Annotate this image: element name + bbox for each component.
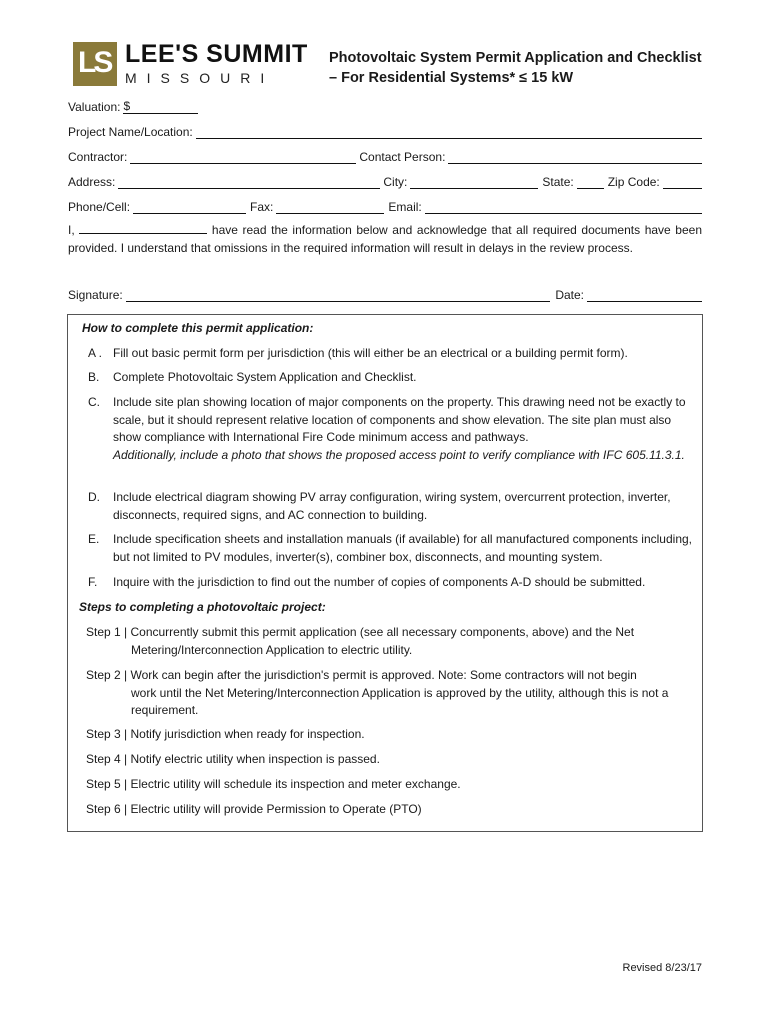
item-letter: D. (88, 490, 100, 504)
valuation-label: Valuation: (68, 100, 121, 114)
zip-label: Zip Code: (607, 175, 660, 189)
list-item (88, 489, 698, 524)
logo-state-name: MISSOURI (125, 70, 275, 86)
item-italic-note: Additionally, include a photo that shows the proposed access point to verify compliance with IFC 605.11.3.1. (113, 447, 685, 462)
contractor-input[interactable] (130, 150, 356, 164)
address-label: Address: (68, 175, 116, 189)
list-item (88, 574, 698, 592)
contractor-label: Contractor: (68, 150, 128, 164)
step-item (86, 726, 698, 744)
fax-label: Fax: (250, 200, 274, 214)
step-item (86, 776, 698, 794)
state-label: State: (542, 175, 574, 189)
step-item (86, 624, 698, 659)
signature-row (68, 286, 702, 302)
signature-input[interactable] (126, 288, 551, 302)
list-item (88, 531, 698, 566)
date-input[interactable] (587, 288, 702, 302)
list-item (88, 345, 698, 363)
step-text: Step 5 | Electric utility will schedule its inspection and meter exchange. (86, 777, 461, 791)
item-text-block (113, 394, 698, 464)
valuation-currency: $ (123, 99, 131, 113)
date-label: Date: (555, 288, 584, 302)
zip-input[interactable] (663, 175, 702, 189)
project-input[interactable] (196, 125, 702, 139)
item-letter: A . (88, 346, 103, 360)
step-text: Step 6 | Electric utility will provide Permission to Operate (PTO) (86, 802, 422, 816)
item-letter: C. (88, 395, 100, 409)
step-text: Step 4 | Notify electric utility when inspection is passed. (86, 752, 380, 766)
title-line-2: – For Residential Systems* ≤ 15 kW (329, 70, 574, 86)
step-item (86, 801, 698, 819)
step-text: Step 1 | Concurrently submit this permit application (see all necessary components, above) and the Net (86, 625, 635, 639)
phone-input[interactable] (133, 200, 246, 214)
ls-logo-mark (73, 42, 117, 86)
step-text-cont: work until the Net Metering/Interconnection Application is approved by the utility, although this is not a requirement. (131, 685, 669, 717)
email-input[interactable] (425, 200, 702, 214)
list-item (88, 369, 698, 387)
city-label: City: (383, 175, 408, 189)
fax-input[interactable] (276, 200, 384, 214)
list-item (88, 394, 698, 464)
phone-row (68, 198, 702, 214)
signature-label: Signature: (68, 288, 123, 302)
item-text: Include electrical diagram showing PV array configuration, wiring system, overcurrent protection, inverter, disconnects, required signs, and AC connection to building. (113, 490, 671, 522)
page-title (329, 48, 709, 88)
valuation-input[interactable] (123, 100, 198, 114)
ack-text: have read the information below and acknowledge that all required documents have been provided. I understand that omissions in the required information will result in delays in the review process. (68, 223, 703, 255)
contact-label: Contact Person: (359, 150, 446, 164)
item-text: Fill out basic permit form per jurisdiction (this will either be an electrical or a building permit form). (113, 346, 628, 360)
title-line-1: Photovoltaic System Permit Application and Checklist (329, 50, 702, 66)
ack-prefix: I, (68, 223, 75, 237)
state-input[interactable] (577, 175, 604, 189)
step-text: Step 2 | Work can begin after the jurisdiction's permit is approved. Note: Some contractors will not begin (86, 668, 637, 682)
item-letter: B. (88, 370, 100, 384)
item-text: Inquire with the jurisdiction to find out the number of copies of components A-D should be submitted. (113, 575, 646, 589)
item-text: Complete Photovoltaic System Application and Checklist. (113, 370, 417, 384)
revision-date: Revised 8/23/17 (622, 962, 702, 974)
ack-name-input[interactable] (79, 222, 207, 234)
how-to-heading: How to complete this permit application: (82, 321, 314, 335)
project-row (68, 123, 702, 139)
step-text: Step 3 | Notify jurisdiction when ready for inspection. (86, 727, 365, 741)
logo-mark-letters: LS (78, 46, 111, 79)
step-text-cont: Metering/Interconnection Application to electric utility. (131, 642, 413, 657)
item-text: Include site plan showing location of major components on the property. This drawing need not be exactly to scale, but it should represent relative location of components and show elevation. The site plan must also show compliance with International Fire Code minimum access and pathways. (113, 395, 686, 444)
contact-input[interactable] (448, 150, 702, 164)
address-row (68, 173, 702, 189)
valuation-row (68, 98, 702, 114)
city-logo (73, 41, 308, 87)
address-input[interactable] (118, 175, 380, 189)
steps-heading: Steps to completing a photovoltaic project: (79, 600, 326, 614)
item-text: Include specification sheets and installation manuals (if available) for all manufactured components including, but not limited to PV modules, inverter(s), combiner box, disconnects, and mounting system. (113, 532, 692, 564)
email-label: Email: (388, 200, 422, 214)
item-letter: F. (88, 575, 98, 589)
step-item (86, 667, 698, 720)
city-input[interactable] (410, 175, 538, 189)
project-label: Project Name/Location: (68, 125, 193, 139)
acknowledgement-paragraph (68, 222, 702, 257)
step-item (86, 751, 698, 769)
phone-label: Phone/Cell: (68, 200, 131, 214)
logo-city-name: LEE'S SUMMIT (125, 40, 308, 68)
item-letter: E. (88, 532, 100, 546)
contractor-row (68, 148, 702, 164)
